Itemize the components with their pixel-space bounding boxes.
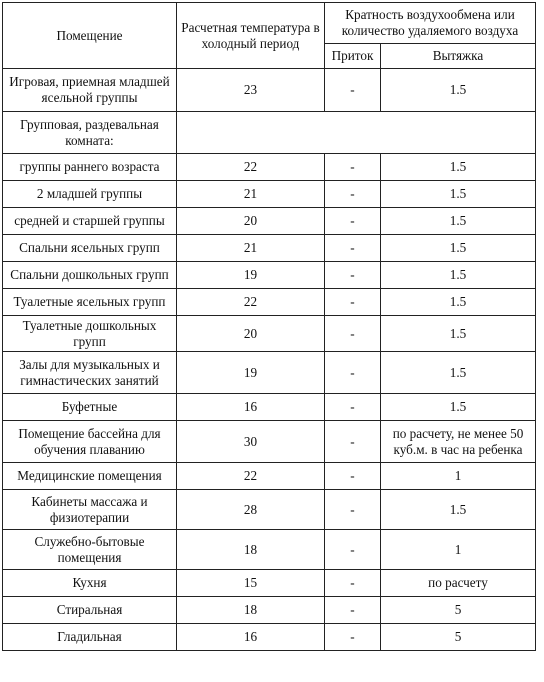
header-inflow: Приток	[325, 44, 381, 69]
exhaust-cell: 1	[381, 463, 536, 490]
temperature-cell: 22	[177, 154, 325, 181]
temperature-cell: 21	[177, 181, 325, 208]
group-empty-cell	[177, 112, 536, 154]
inflow-cell: -	[325, 262, 381, 289]
exhaust-cell: 1.5	[381, 235, 536, 262]
table-row	[3, 530, 536, 570]
exhaust-cell: по расчету, не менее 50 куб.м. в час на ребенка	[381, 421, 536, 463]
room-cell: Туалетные дошкольных групп	[3, 316, 177, 352]
table-row	[3, 570, 536, 597]
table-row	[3, 597, 536, 624]
exhaust-cell: 5	[381, 597, 536, 624]
inflow-cell: -	[325, 208, 381, 235]
room-cell: средней и старшей группы	[3, 208, 177, 235]
room-cell: Помещение бассейна для обучения плаванию	[3, 421, 177, 463]
temperature-cell: 22	[177, 463, 325, 490]
exhaust-cell: 1.5	[381, 490, 536, 530]
table-row	[3, 154, 536, 181]
table-body	[3, 3, 536, 651]
inflow-cell: -	[325, 154, 381, 181]
exhaust-cell: 1.5	[381, 181, 536, 208]
table-row	[3, 235, 536, 262]
ventilation-table	[2, 2, 536, 651]
inflow-cell: -	[325, 463, 381, 490]
group-label: Групповая, раздевальная комната:	[3, 112, 177, 154]
exhaust-cell: по расчету	[381, 570, 536, 597]
inflow-cell: -	[325, 352, 381, 394]
room-cell: 2 младшей группы	[3, 181, 177, 208]
inflow-cell: -	[325, 235, 381, 262]
temperature-cell: 19	[177, 352, 325, 394]
room-cell: Медицинские помещения	[3, 463, 177, 490]
table-row	[3, 421, 536, 463]
exhaust-cell: 1	[381, 530, 536, 570]
header-exhaust: Вытяжка	[381, 44, 536, 69]
room-cell: Спальни дошкольных групп	[3, 262, 177, 289]
header-temperature: Расчетная температура в холодный период	[177, 3, 325, 69]
room-cell: Игровая, приемная младшей ясельной группы	[3, 69, 177, 112]
header-room: Помещение	[3, 3, 177, 69]
room-cell: Залы для музыкальных и гимнастических занятий	[3, 352, 177, 394]
table-row	[3, 181, 536, 208]
inflow-cell: -	[325, 181, 381, 208]
room-cell: Гладильная	[3, 624, 177, 651]
inflow-cell: -	[325, 394, 381, 421]
room-cell: Кабинеты массажа и физиотерапии	[3, 490, 177, 530]
temperature-cell: 28	[177, 490, 325, 530]
temperature-cell: 18	[177, 597, 325, 624]
room-cell: Спальни ясельных групп	[3, 235, 177, 262]
room-cell: Буфетные	[3, 394, 177, 421]
table-row	[3, 624, 536, 651]
exhaust-cell: 1.5	[381, 208, 536, 235]
temperature-cell: 22	[177, 289, 325, 316]
table-row	[3, 289, 536, 316]
temperature-cell: 19	[177, 262, 325, 289]
exhaust-cell: 1.5	[381, 352, 536, 394]
exhaust-cell: 1.5	[381, 316, 536, 352]
table-row	[3, 463, 536, 490]
temperature-cell: 23	[177, 69, 325, 112]
room-cell: Служебно-бытовые помещения	[3, 530, 177, 570]
inflow-cell: -	[325, 490, 381, 530]
inflow-cell: -	[325, 624, 381, 651]
inflow-cell: -	[325, 69, 381, 112]
table-row	[3, 316, 536, 352]
table-row	[3, 352, 536, 394]
temperature-cell: 20	[177, 316, 325, 352]
room-cell: Туалетные ясельных групп	[3, 289, 177, 316]
table-row	[3, 208, 536, 235]
exhaust-cell: 5	[381, 624, 536, 651]
inflow-cell: -	[325, 289, 381, 316]
exhaust-cell: 1.5	[381, 154, 536, 181]
temperature-cell: 16	[177, 394, 325, 421]
exhaust-cell: 1.5	[381, 69, 536, 112]
room-cell: Кухня	[3, 570, 177, 597]
temperature-cell: 20	[177, 208, 325, 235]
temperature-cell: 18	[177, 530, 325, 570]
exhaust-cell: 1.5	[381, 394, 536, 421]
inflow-cell: -	[325, 530, 381, 570]
temperature-cell: 16	[177, 624, 325, 651]
inflow-cell: -	[325, 421, 381, 463]
temperature-cell: 21	[177, 235, 325, 262]
room-cell: Стиральная	[3, 597, 177, 624]
exhaust-cell: 1.5	[381, 262, 536, 289]
inflow-cell: -	[325, 316, 381, 352]
table-row	[3, 490, 536, 530]
temperature-cell: 15	[177, 570, 325, 597]
inflow-cell: -	[325, 597, 381, 624]
room-cell: группы раннего возраста	[3, 154, 177, 181]
header-exchange: Кратность воздухообмена или количество удаляемого воздуха	[325, 3, 536, 44]
group-row	[3, 112, 536, 154]
header-row	[3, 3, 536, 44]
inflow-cell: -	[325, 570, 381, 597]
temperature-cell: 30	[177, 421, 325, 463]
exhaust-cell: 1.5	[381, 289, 536, 316]
table-row	[3, 69, 536, 112]
table-row	[3, 394, 536, 421]
table-row	[3, 262, 536, 289]
